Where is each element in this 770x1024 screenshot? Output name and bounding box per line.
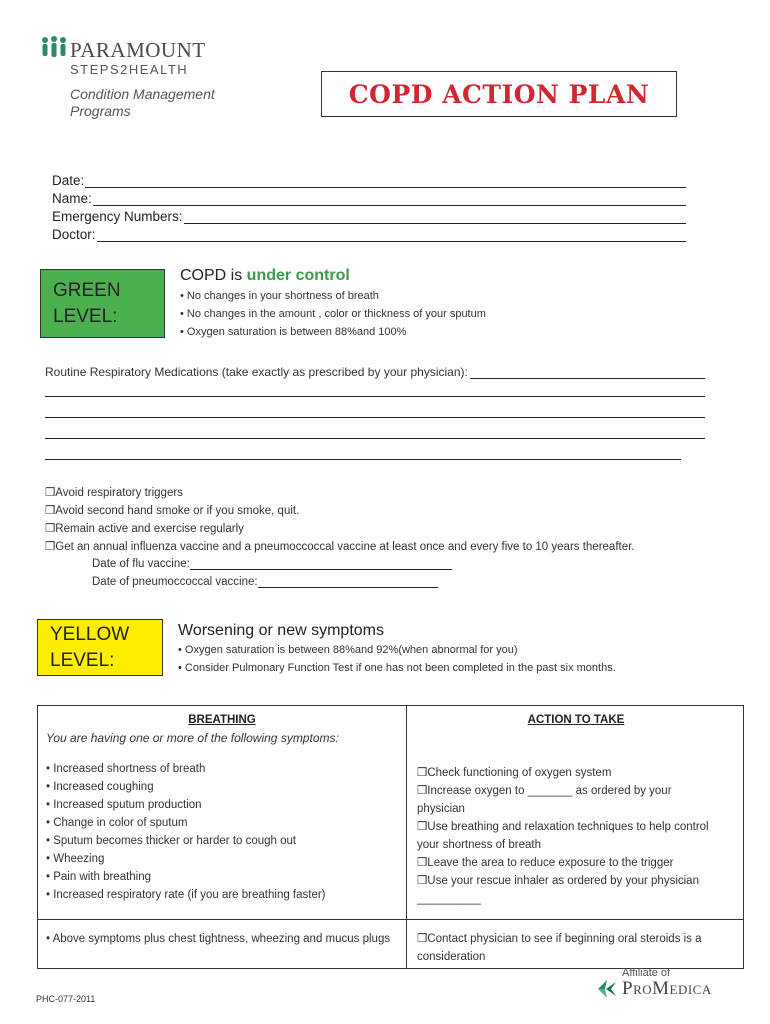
brand-subname: STEPS2HEALTH — [70, 62, 189, 77]
green-label-line-1: GREEN — [53, 279, 121, 301]
date-label: Date: — [52, 173, 85, 188]
promedica-logo-icon — [596, 978, 618, 1000]
doctor-line[interactable] — [97, 228, 686, 242]
flu-vaccine-label: Date of flu vaccine: — [92, 558, 190, 570]
action-item-rescue-inhaler[interactable]: ❒Use your rescue inhaler as ordered by your physician — [417, 875, 699, 887]
action-header: ACTION TO TAKE — [527, 714, 625, 726]
name-line[interactable] — [93, 192, 686, 206]
emergency-label: Emergency Numbers: — [52, 209, 183, 224]
pneumo-vaccine-label: Date of pneumoccoccal vaccine: — [92, 576, 258, 588]
green-bullet-3: • Oxygen saturation is between 88%and 100% — [180, 326, 407, 338]
action-item-breathing[interactable]: ❒Use breathing and relaxation techniques to help control — [417, 821, 709, 833]
action-item-increase-oxygen[interactable]: ❒Increase oxygen to _______ as ordered by your — [417, 785, 672, 797]
action-item-text: physician — [417, 803, 465, 815]
medications-line-5[interactable] — [45, 459, 681, 460]
row2-symptom-cell — [38, 920, 407, 969]
doctor-field[interactable] — [52, 224, 686, 242]
green-bullet-2: • No changes in the amount , color or thickness of your sputum — [180, 308, 486, 320]
breathing-header: BREATHING — [188, 714, 256, 726]
date-field[interactable] — [52, 170, 686, 188]
symptom-item: • Pain with breathing — [46, 871, 152, 883]
yellow-bullet-1: • Oxygen saturation is between 88%and 92%(when abnormal for you) — [178, 644, 518, 656]
breathing-action-table — [37, 705, 744, 969]
pneumo-vaccine-line[interactable] — [258, 576, 438, 588]
green-heading-text: COPD is — [180, 267, 247, 284]
brand-name: PARAMOUNT — [70, 38, 206, 62]
yellow-bullet-2: • Consider Pulmonary Function Test if one has not been completed in the past six months. — [178, 662, 616, 674]
yellow-label-line-1: YELLOW — [50, 623, 130, 645]
action-item-check-oxygen[interactable]: ❒Check functioning of oxygen system — [417, 767, 612, 779]
date-line[interactable] — [85, 174, 686, 188]
affiliate-label: Affiliate of — [622, 967, 671, 979]
row2-action-cell — [407, 920, 744, 969]
medications-label: Routine Respiratory Medications (take exactly as prescribed by your physician): — [45, 365, 468, 379]
program-line-2: Programs — [70, 103, 131, 119]
emergency-numbers-field[interactable] — [52, 206, 686, 224]
green-label-line-2: LEVEL: — [53, 305, 118, 327]
form-code: PHC-077-2011 — [36, 994, 96, 1004]
green-bullet-1: • No changes in your shortness of breath — [180, 290, 379, 302]
green-heading — [180, 267, 350, 285]
symptom-item: • Increased sputum production — [46, 799, 202, 811]
medications-line-2[interactable] — [45, 396, 705, 397]
green-level-badge — [40, 269, 165, 338]
symptom-item: • Wheezing — [46, 853, 105, 865]
promedica-logo-text: ProMedica — [622, 978, 712, 999]
symptom-item: • Increased respiratory rate (if you are breathing faster) — [46, 889, 326, 901]
flu-vaccine-field[interactable] — [92, 558, 452, 570]
yellow-label-line-2: LEVEL: — [50, 649, 115, 671]
program-line-1: Condition Management — [70, 86, 215, 102]
symptom-list — [46, 760, 398, 904]
checklist-item-active[interactable]: ❒Remain active and exercise regularly — [45, 523, 244, 535]
paramount-people-icon — [40, 36, 68, 60]
action-cell — [407, 706, 744, 920]
yellow-heading: Worsening or new symptoms — [178, 622, 384, 639]
symptom-item: • Increased coughing — [46, 781, 154, 793]
program-name — [70, 86, 270, 120]
symptom-item: • Sputum becomes thicker or harder to cough out — [46, 835, 297, 847]
action-item-text: your shortness of breath — [417, 839, 542, 851]
checklist-item-smoke[interactable]: ❒Avoid second hand smoke or if you smoke, quit. — [45, 505, 300, 517]
emergency-line[interactable] — [184, 210, 686, 224]
breathing-cell — [38, 706, 407, 920]
symptom-item: • Change in color of sputum — [46, 817, 188, 829]
flu-vaccine-line[interactable] — [190, 558, 452, 570]
symptom-item: • Increased shortness of breath — [46, 763, 206, 775]
action-list — [417, 764, 735, 908]
action-item-leave-area[interactable]: ❒Leave the area to reduce exposure to the trigger — [417, 857, 674, 869]
doctor-label: Doctor: — [52, 227, 96, 242]
name-label: Name: — [52, 191, 92, 206]
checklist-item-vaccine[interactable]: ❒Get an annual influenza vaccine and a pneumoccoccal vaccine at least once and every five to 10 years thereafter. — [45, 541, 635, 553]
name-field[interactable] — [52, 188, 686, 206]
checklist-item-triggers[interactable]: ❒Avoid respiratory triggers — [45, 487, 183, 499]
green-heading-highlight: under control — [246, 267, 350, 284]
medications-line-4[interactable] — [45, 438, 705, 439]
yellow-level-badge — [37, 619, 163, 676]
page-title: COPD ACTION PLAN — [321, 71, 677, 117]
action-item-blank[interactable]: __________ — [417, 893, 481, 905]
row2-action-text[interactable]: ❒Contact physician to see if beginning oral steroids is a consideration — [417, 933, 702, 963]
medications-field[interactable] — [45, 365, 705, 379]
pneumo-vaccine-field[interactable] — [92, 576, 438, 588]
medications-line-3[interactable] — [45, 417, 705, 418]
breathing-subheading: You are having one or more of the following symptoms: — [46, 731, 339, 745]
medications-line[interactable] — [470, 366, 705, 379]
row2-symptom-text: • Above symptoms plus chest tightness, wheezing and mucus plugs — [46, 933, 391, 945]
